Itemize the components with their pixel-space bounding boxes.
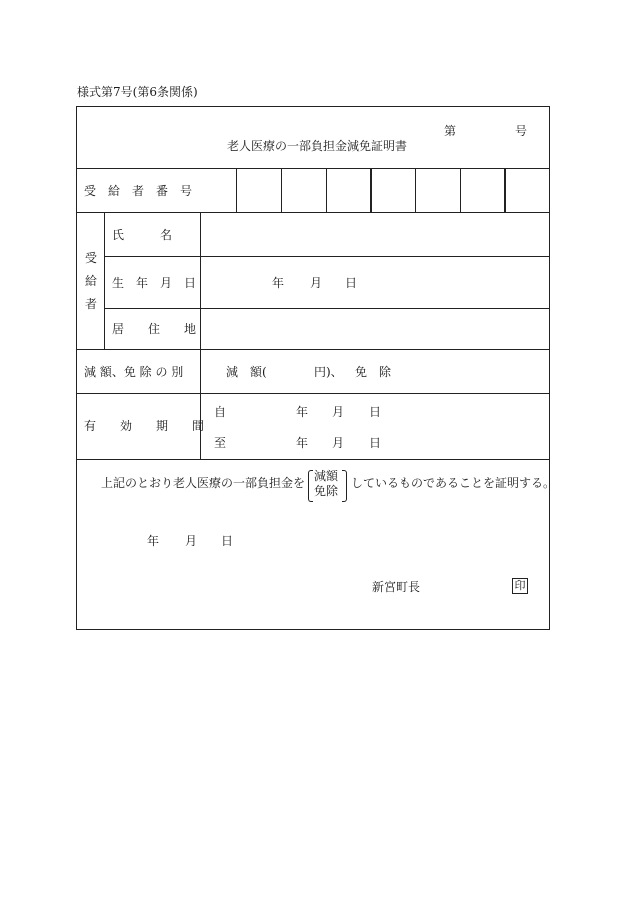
birth-day-unit: 日 <box>345 276 358 290</box>
certification-option-exempt[interactable]: 免除 <box>314 484 339 498</box>
option-bracket-left <box>308 470 313 502</box>
form-reference: 様式第7号(第6条関係) <box>77 85 198 99</box>
recipient-group-char: 給 <box>84 274 97 288</box>
row-divider <box>76 349 550 350</box>
validity-period-label: 有 効 期 間 <box>84 419 205 433</box>
frame-bottom-border <box>76 629 550 630</box>
frame-left-border <box>76 106 77 630</box>
certification-month-unit: 月 <box>185 534 198 548</box>
recipient-group-divider <box>104 212 105 349</box>
certification-year-unit: 年 <box>147 534 160 548</box>
recipient-number-digit-6[interactable] <box>461 169 504 212</box>
frame-top-border <box>76 106 550 107</box>
recipient-number-digit-7[interactable] <box>506 169 549 212</box>
exemption-option[interactable]: 免 除 <box>355 365 392 379</box>
birth-date-label: 生 年 月 日 <box>112 276 197 290</box>
validity-from-year: 年 <box>296 405 309 419</box>
certification-day-unit: 日 <box>221 534 234 548</box>
certificate-number-prefix: 第 <box>444 124 457 138</box>
document-title: 老人医療の一部負担金減免証明書 <box>227 139 408 153</box>
address-field[interactable] <box>210 320 540 340</box>
signer-title: 新宮町長 <box>372 580 421 594</box>
certification-text-before: 上記のとおり老人医療の一部負担金を <box>101 476 306 490</box>
name-field[interactable] <box>210 228 540 248</box>
birth-month-unit: 月 <box>310 276 323 290</box>
row-divider <box>104 256 550 257</box>
name-label: 氏 名 <box>112 228 173 242</box>
validity-to-day: 日 <box>369 436 382 450</box>
validity-from-label: 自 <box>214 405 227 419</box>
recipient-number-label: 受 給 者 番 号 <box>84 184 193 198</box>
row-divider <box>104 308 550 309</box>
address-label: 居 住 地 <box>112 322 197 336</box>
validity-from-month: 月 <box>332 405 345 419</box>
recipient-number-digit-4[interactable] <box>372 169 415 212</box>
seal-mark: 印 <box>512 578 528 594</box>
frame-right-border <box>549 106 550 630</box>
validity-to-year: 年 <box>296 436 309 450</box>
recipient-group-char: 者 <box>84 297 97 311</box>
validity-to-label: 至 <box>214 436 227 450</box>
row-divider <box>76 393 550 394</box>
reduction-yen-text: 円)、 <box>314 365 343 379</box>
certificate-number-suffix: 号 <box>515 124 528 138</box>
option-bracket-right <box>342 470 347 502</box>
recipient-number-digit-1[interactable] <box>237 169 281 212</box>
recipient-number-digit-3[interactable] <box>327 169 370 212</box>
birth-year-unit: 年 <box>272 276 285 290</box>
validity-from-day: 日 <box>369 405 382 419</box>
reduction-option[interactable]: 減 額( <box>226 365 267 379</box>
row-divider <box>76 212 550 213</box>
certification-option-reduce[interactable]: 減額 <box>314 469 339 483</box>
recipient-group-char: 受 <box>84 251 97 265</box>
row-divider <box>76 459 550 460</box>
reduction-type-label: 減 額、免 除 の 別 <box>84 365 184 379</box>
recipient-number-digit-5[interactable] <box>416 169 460 212</box>
certification-text-after: しているものであることを証明する。 <box>351 476 556 490</box>
recipient-number-digit-2[interactable] <box>282 169 326 212</box>
validity-to-month: 月 <box>332 436 345 450</box>
